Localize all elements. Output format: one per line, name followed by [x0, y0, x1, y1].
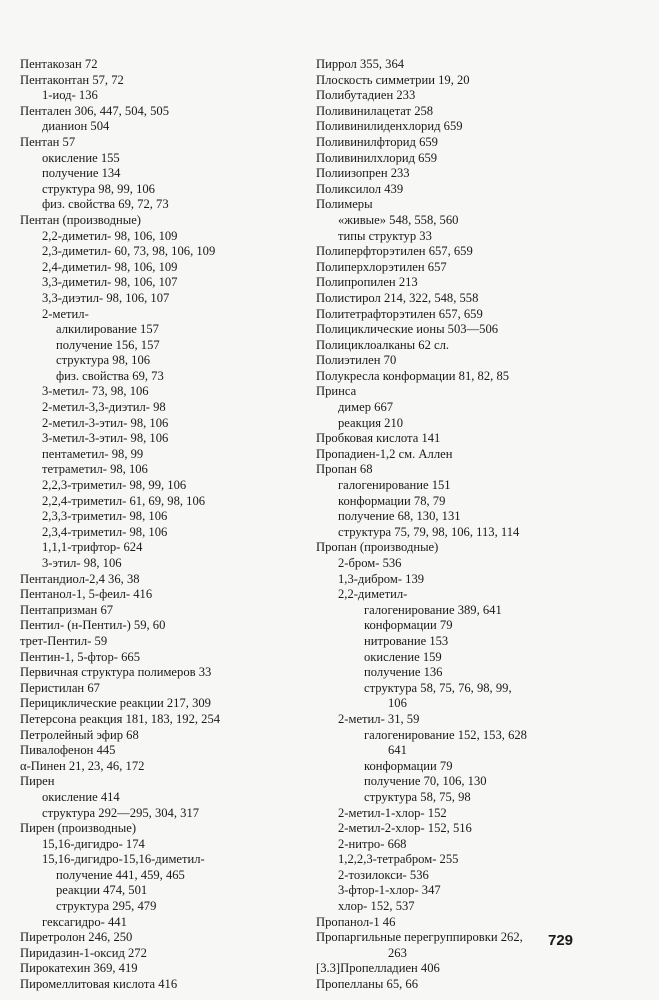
index-entry: типы структур 33 [338, 228, 432, 243]
index-entry: Пентил- (н-Пентил-) 59, 60 [20, 618, 166, 633]
index-entry: нитрование 153 [364, 633, 449, 648]
index-entry: Полукресла конформации 81, 82, 85 [316, 368, 510, 383]
index-entry: структура 75, 79, 98, 106, 113, 114 [338, 524, 520, 539]
index-entry: 2,2-диметил- [338, 587, 408, 602]
index-entry: Полициклические ионы 503—506 [316, 322, 499, 337]
index-entry: структура 58, 75, 76, 98, 99, [364, 680, 512, 695]
index-entry: конформации 79 [364, 618, 453, 633]
index-entry: 2,3,3-триметил- 98, 106 [42, 509, 168, 524]
index-entry: Пентандиол-2,4 36, 38 [20, 571, 140, 586]
index-entry: хлор- 152, 537 [338, 899, 415, 914]
index-entry: получение 441, 459, 465 [56, 867, 185, 882]
index-entry: «живые» 548, 558, 560 [338, 212, 459, 227]
index-entry: 3-метил- 73, 98, 106 [42, 384, 149, 399]
index-entry: Полимеры [316, 197, 373, 212]
index-entry: Полициклоалканы 62 сл. [316, 337, 450, 352]
index-entry: Первичная структура полимеров 33 [20, 665, 212, 680]
index-entry: Пентанол-1, 5-феил- 416 [20, 587, 153, 602]
index-entry: Пирокатехин 369, 419 [20, 961, 138, 976]
index-entry: 3,3-диэтил- 98, 106, 107 [42, 290, 170, 305]
index-entry: дианион 504 [42, 119, 110, 134]
index-entry: 3-метил-3-этил- 98, 106 [42, 431, 169, 446]
index-entry: 2-бром- 536 [338, 556, 402, 570]
index-entry: [3.3]Пропелладиен 406 [316, 961, 440, 976]
index-entry: пентаметил- 98, 99 [42, 446, 144, 461]
index-entry: реакции 474, 501 [56, 883, 148, 898]
index-entry: получение 134 [42, 166, 121, 181]
index-entry: Перициклические реакции 217, 309 [20, 696, 211, 711]
index-entry: получение 136 [364, 665, 443, 680]
index-entry: галогенирование 151 [338, 478, 451, 493]
index-entry: Принса [316, 384, 357, 399]
index-entry: физ. свойства 69, 72, 73 [42, 197, 169, 212]
index-entry: 3-этил- 98, 106 [42, 556, 122, 570]
index-column-right [316, 57, 641, 993]
index-entry: физ. свойства 69, 73 [56, 368, 164, 383]
index-entry: 2-метил- [42, 306, 89, 321]
index-entry: 1,1,1-трифтор- 624 [42, 540, 143, 555]
index-entry: тетраметил- 98, 106 [42, 462, 148, 477]
index-entry: окисление 155 [42, 150, 120, 165]
index-entry: Поливинилиденхлорид 659 [316, 119, 463, 134]
index-entry: окисление 414 [42, 789, 120, 804]
index-entry: Пропан (производные) [316, 540, 439, 555]
index-entry: получение 68, 130, 131 [338, 509, 461, 524]
index-entry: 15,16-дигидро-15,16-диметил- [42, 852, 205, 867]
index-entry: Пиретролон 246, 250 [20, 930, 133, 945]
index-entry: гексагидро- 441 [42, 914, 127, 929]
index-entry: галогенирование 152, 153, 628 [364, 727, 527, 742]
index-entry: Поливинилфторид 659 [316, 134, 438, 149]
index-entry: 3,3-диметил- 98, 106, 107 [42, 275, 178, 290]
index-entry: 1,3-дибром- 139 [338, 571, 425, 586]
index-entry: получение 70, 106, 130 [364, 774, 487, 789]
index-entry: реакция 210 [338, 415, 404, 430]
index-entry: Пропелланы 65, 66 [316, 977, 419, 992]
index-entry: Пиридазин-1-оксид 272 [20, 945, 147, 960]
index-entry: Пентакозан 72 [20, 57, 98, 71]
index-entry: Пентален 306, 447, 504, 505 [20, 103, 169, 118]
index-entry: Пиромеллитовая кислота 416 [20, 977, 178, 992]
index-entry: Полиперфторэтилен 657, 659 [316, 244, 473, 259]
index-entry: 2-метил-1-хлор- 152 [338, 805, 447, 820]
index-entry: структура 58, 75, 98 [364, 789, 471, 804]
index-entry: структура 295, 479 [56, 899, 157, 914]
index-entry: Пробковая кислота 141 [316, 431, 441, 446]
index-entry: Поливинилацетат 258 [316, 103, 434, 118]
index-entry: Пентан 57 [20, 134, 76, 149]
index-entry: 2-нитро- 668 [338, 836, 407, 851]
index-entry: Петерсона реакция 181, 183, 192, 254 [20, 711, 221, 726]
index-entry: Пивалофенон 445 [20, 743, 116, 758]
index-entry: Пирен [20, 774, 55, 789]
index-entry: 2,3-диметил- 60, 73, 98, 106, 109 [42, 244, 216, 259]
index-entry: 2,3,4-триметил- 98, 106 [42, 524, 168, 539]
index-entry: 2,2,3-триметил- 98, 99, 106 [42, 478, 187, 493]
index-entry: 2-тозилокси- 536 [338, 867, 429, 882]
index-entry: 2,2,4-триметил- 61, 69, 98, 106 [42, 493, 206, 508]
index-entry: Полистирол 214, 322, 548, 558 [316, 290, 479, 305]
index-entry: структура 98, 106 [56, 353, 151, 368]
index-entry: Поликсилол 439 [316, 181, 404, 196]
index-entry: трет-Пентил- 59 [20, 633, 108, 648]
index-entry: алкилирование 157 [56, 322, 159, 337]
index-entry: 2-метил-2-хлор- 152, 516 [338, 821, 472, 836]
index-entry: α-Пинен 21, 23, 46, 172 [20, 758, 145, 773]
index-entry: Полиэтилен 70 [316, 353, 397, 368]
index-entry: структура 98, 99, 106 [42, 181, 155, 196]
index-entry: Петролейный эфир 68 [20, 727, 139, 742]
index-entry: 2-метил-3,3-диэтил- 98 [42, 400, 166, 415]
index-entry: конформации 79 [364, 758, 453, 773]
index-entry: Пирен (производные) [20, 821, 137, 836]
index-entry: Пропаргильные перегруппировки 262, [316, 930, 523, 945]
index-entry: Пиррол 355, 364 [316, 57, 405, 71]
index-column-left [20, 57, 305, 993]
index-entry: 2,4-диметил- 98, 106, 109 [42, 259, 178, 274]
index-entry: получение 156, 157 [56, 337, 160, 352]
index-entry: Перистилан 67 [20, 680, 100, 695]
index-entry: Пентан (производные) [20, 212, 141, 227]
index-entry: Полиперхлорэтилен 657 [316, 259, 447, 274]
index-entry: Полибутадиен 233 [316, 88, 416, 103]
page-number: 729 [548, 932, 574, 949]
index-entry: Пентин-1, 5-фтор- 665 [20, 649, 141, 664]
index-entry: 2-метил-3-этил- 98, 106 [42, 415, 169, 430]
index-entry: 106 [388, 696, 407, 711]
index-entry: Полипропилен 213 [316, 275, 418, 290]
index-entry: конформации 78, 79 [338, 493, 446, 508]
index-entry: 1-иод- 136 [42, 88, 98, 103]
index-entry: окисление 159 [364, 649, 442, 664]
index-entry: 2,2-диметил- 98, 106, 109 [42, 228, 178, 243]
index-entry: 1,2,2,3-тетрабром- 255 [338, 852, 459, 867]
index-entry: 2-метил- 31, 59 [338, 711, 420, 726]
index-entry: Пропанол-1 46 [316, 914, 396, 929]
index-entry: Полиизопрен 233 [316, 166, 410, 181]
index-entry: Политетрафторэтилен 657, 659 [316, 306, 483, 321]
index-entry: Пропадиен-1,2 см. Аллен [316, 446, 453, 461]
index-entry: структура 292—295, 304, 317 [42, 805, 200, 820]
index-entry: Пентаконтан 57, 72 [20, 72, 124, 87]
index-entry: 3-фтор-1-хлор- 347 [338, 883, 441, 898]
index-entry: 263 [388, 945, 407, 960]
index-entry: 641 [388, 743, 407, 758]
index-entry: 15,16-дигидро- 174 [42, 836, 145, 851]
index-entry: Пропан 68 [316, 462, 373, 477]
index-entry: димер 667 [338, 400, 394, 415]
index-entry: Поливинилхлорид 659 [316, 150, 438, 165]
index-entry: Плоскость симметрии 19, 20 [316, 72, 470, 87]
index-entry: галогенирование 389, 641 [364, 602, 502, 617]
index-entry: Пентапризман 67 [20, 602, 114, 617]
